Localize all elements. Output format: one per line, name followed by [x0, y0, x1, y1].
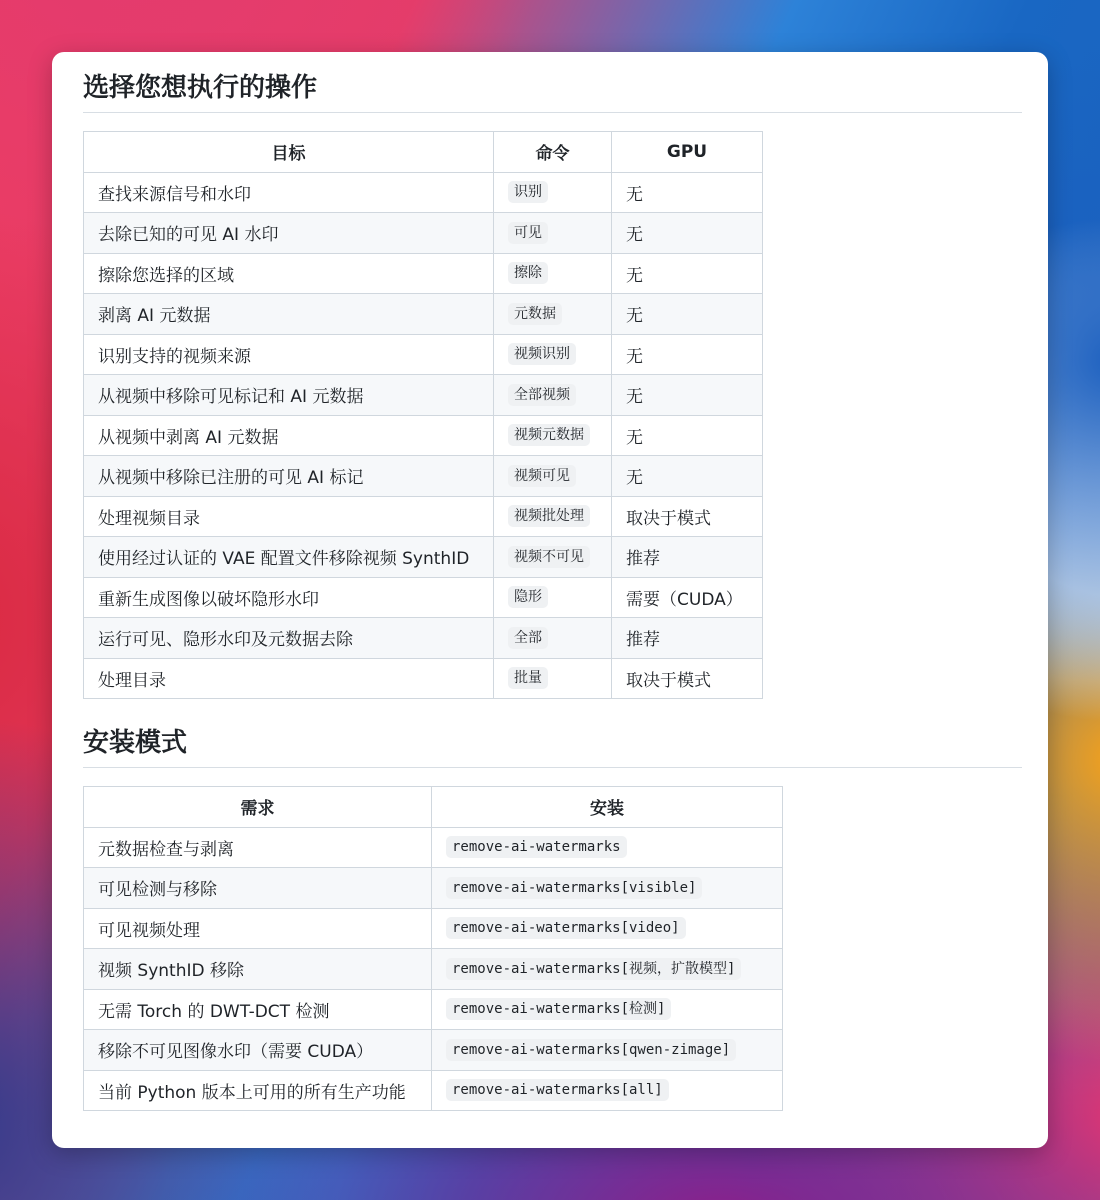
gpu-cell: 无	[612, 294, 763, 335]
column-header-command: 命令	[494, 132, 612, 173]
table-row	[84, 827, 783, 868]
gpu-cell: 需要（CUDA）	[612, 577, 763, 618]
gpu-cell: 无	[612, 375, 763, 416]
table-row	[84, 375, 763, 416]
command-cell-code: 视频不可见	[508, 546, 590, 568]
command-cell-code: 批量	[508, 667, 548, 689]
install-cell-code: remove-ai-watermarks	[446, 836, 627, 858]
need-cell: 移除不可见图像水印（需要 CUDA）	[84, 1030, 432, 1071]
column-header-gpu: GPU	[612, 132, 763, 173]
table-row	[84, 456, 763, 497]
command-cell-code: 隐形	[508, 586, 548, 608]
command-cell	[494, 658, 612, 699]
command-cell-code: 元数据	[508, 303, 562, 325]
table-row	[84, 253, 763, 294]
goal-cell: 处理视频目录	[84, 496, 494, 537]
gpu-cell: 无	[612, 456, 763, 497]
need-cell: 可见视频处理	[84, 908, 432, 949]
need-cell: 视频 SynthID 移除	[84, 949, 432, 990]
goal-cell: 运行可见、隐形水印及元数据去除	[84, 618, 494, 659]
goal-cell: 重新生成图像以破坏隐形水印	[84, 577, 494, 618]
install-cell-code: remove-ai-watermarks[video]	[446, 917, 686, 939]
gpu-cell: 取决于模式	[612, 658, 763, 699]
document-card	[52, 52, 1048, 1148]
command-cell	[494, 456, 612, 497]
goal-cell: 识别支持的视频来源	[84, 334, 494, 375]
command-cell-code: 视频可见	[508, 465, 576, 487]
command-cell	[494, 253, 612, 294]
table-row	[84, 989, 783, 1030]
section-heading-actions: 选择您想执行的操作	[83, 70, 1022, 113]
table-row	[84, 1070, 783, 1111]
column-header-goal: 目标	[84, 132, 494, 173]
gpu-cell: 无	[612, 172, 763, 213]
table-header-row	[84, 787, 783, 828]
need-cell: 当前 Python 版本上可用的所有生产功能	[84, 1070, 432, 1111]
install-cell	[432, 1070, 783, 1111]
column-header-need: 需求	[84, 787, 432, 828]
goal-cell: 擦除您选择的区域	[84, 253, 494, 294]
table-row	[84, 334, 763, 375]
install-cell-code: remove-ai-watermarks[all]	[446, 1079, 669, 1101]
command-cell-code: 全部视频	[508, 384, 576, 406]
goal-cell: 剥离 AI 元数据	[84, 294, 494, 335]
gpu-cell: 无	[612, 253, 763, 294]
command-cell-code: 可见	[508, 222, 548, 244]
table-row	[84, 1030, 783, 1071]
install-cell-code: remove-ai-watermarks[qwen-zimage]	[446, 1039, 736, 1061]
command-cell-code: 视频元数据	[508, 424, 590, 446]
install-cell	[432, 1030, 783, 1071]
table-row	[84, 577, 763, 618]
table-row	[84, 618, 763, 659]
command-cell	[494, 294, 612, 335]
gpu-cell: 无	[612, 415, 763, 456]
install-cell	[432, 989, 783, 1030]
install-cell	[432, 868, 783, 909]
install-cell	[432, 908, 783, 949]
table-header-row	[84, 132, 763, 173]
goal-cell: 查找来源信号和水印	[84, 172, 494, 213]
table-row	[84, 658, 763, 699]
gpu-cell: 无	[612, 213, 763, 254]
command-cell	[494, 375, 612, 416]
table-row	[84, 294, 763, 335]
command-cell	[494, 496, 612, 537]
gpu-cell: 推荐	[612, 537, 763, 578]
gpu-cell: 无	[612, 334, 763, 375]
install-table	[83, 786, 783, 1111]
command-cell	[494, 415, 612, 456]
goal-cell: 从视频中移除已注册的可见 AI 标记	[84, 456, 494, 497]
section-heading-install: 安装模式	[83, 725, 1022, 768]
command-cell	[494, 334, 612, 375]
install-cell	[432, 827, 783, 868]
command-cell	[494, 618, 612, 659]
table-row	[84, 213, 763, 254]
goal-cell: 使用经过认证的 VAE 配置文件移除视频 SynthID	[84, 537, 494, 578]
command-cell-code: 视频识别	[508, 343, 576, 365]
command-cell	[494, 537, 612, 578]
column-header-install: 安装	[432, 787, 783, 828]
command-cell-code: 视频批处理	[508, 505, 590, 527]
table-row	[84, 537, 763, 578]
command-cell-code: 识别	[508, 181, 548, 203]
install-cell	[432, 949, 783, 990]
need-cell: 可见检测与移除	[84, 868, 432, 909]
need-cell: 元数据检查与剥离	[84, 827, 432, 868]
table-row	[84, 949, 783, 990]
need-cell: 无需 Torch 的 DWT-DCT 检测	[84, 989, 432, 1030]
install-cell-code: remove-ai-watermarks[visible]	[446, 877, 702, 899]
gpu-cell: 取决于模式	[612, 496, 763, 537]
command-cell-code: 全部	[508, 627, 548, 649]
gpu-cell: 推荐	[612, 618, 763, 659]
table-row	[84, 908, 783, 949]
table-row	[84, 172, 763, 213]
command-cell	[494, 577, 612, 618]
command-cell	[494, 213, 612, 254]
goal-cell: 从视频中移除可见标记和 AI 元数据	[84, 375, 494, 416]
goal-cell: 处理目录	[84, 658, 494, 699]
table-row	[84, 496, 763, 537]
goal-cell: 从视频中剥离 AI 元数据	[84, 415, 494, 456]
table-row	[84, 868, 783, 909]
goal-cell: 去除已知的可见 AI 水印	[84, 213, 494, 254]
table-row	[84, 415, 763, 456]
commands-table	[83, 131, 763, 699]
install-cell-code: remove-ai-watermarks[检测]	[446, 998, 671, 1020]
command-cell	[494, 172, 612, 213]
install-cell-code: remove-ai-watermarks[视频，扩散模型]	[446, 958, 741, 980]
command-cell-code: 擦除	[508, 262, 548, 284]
